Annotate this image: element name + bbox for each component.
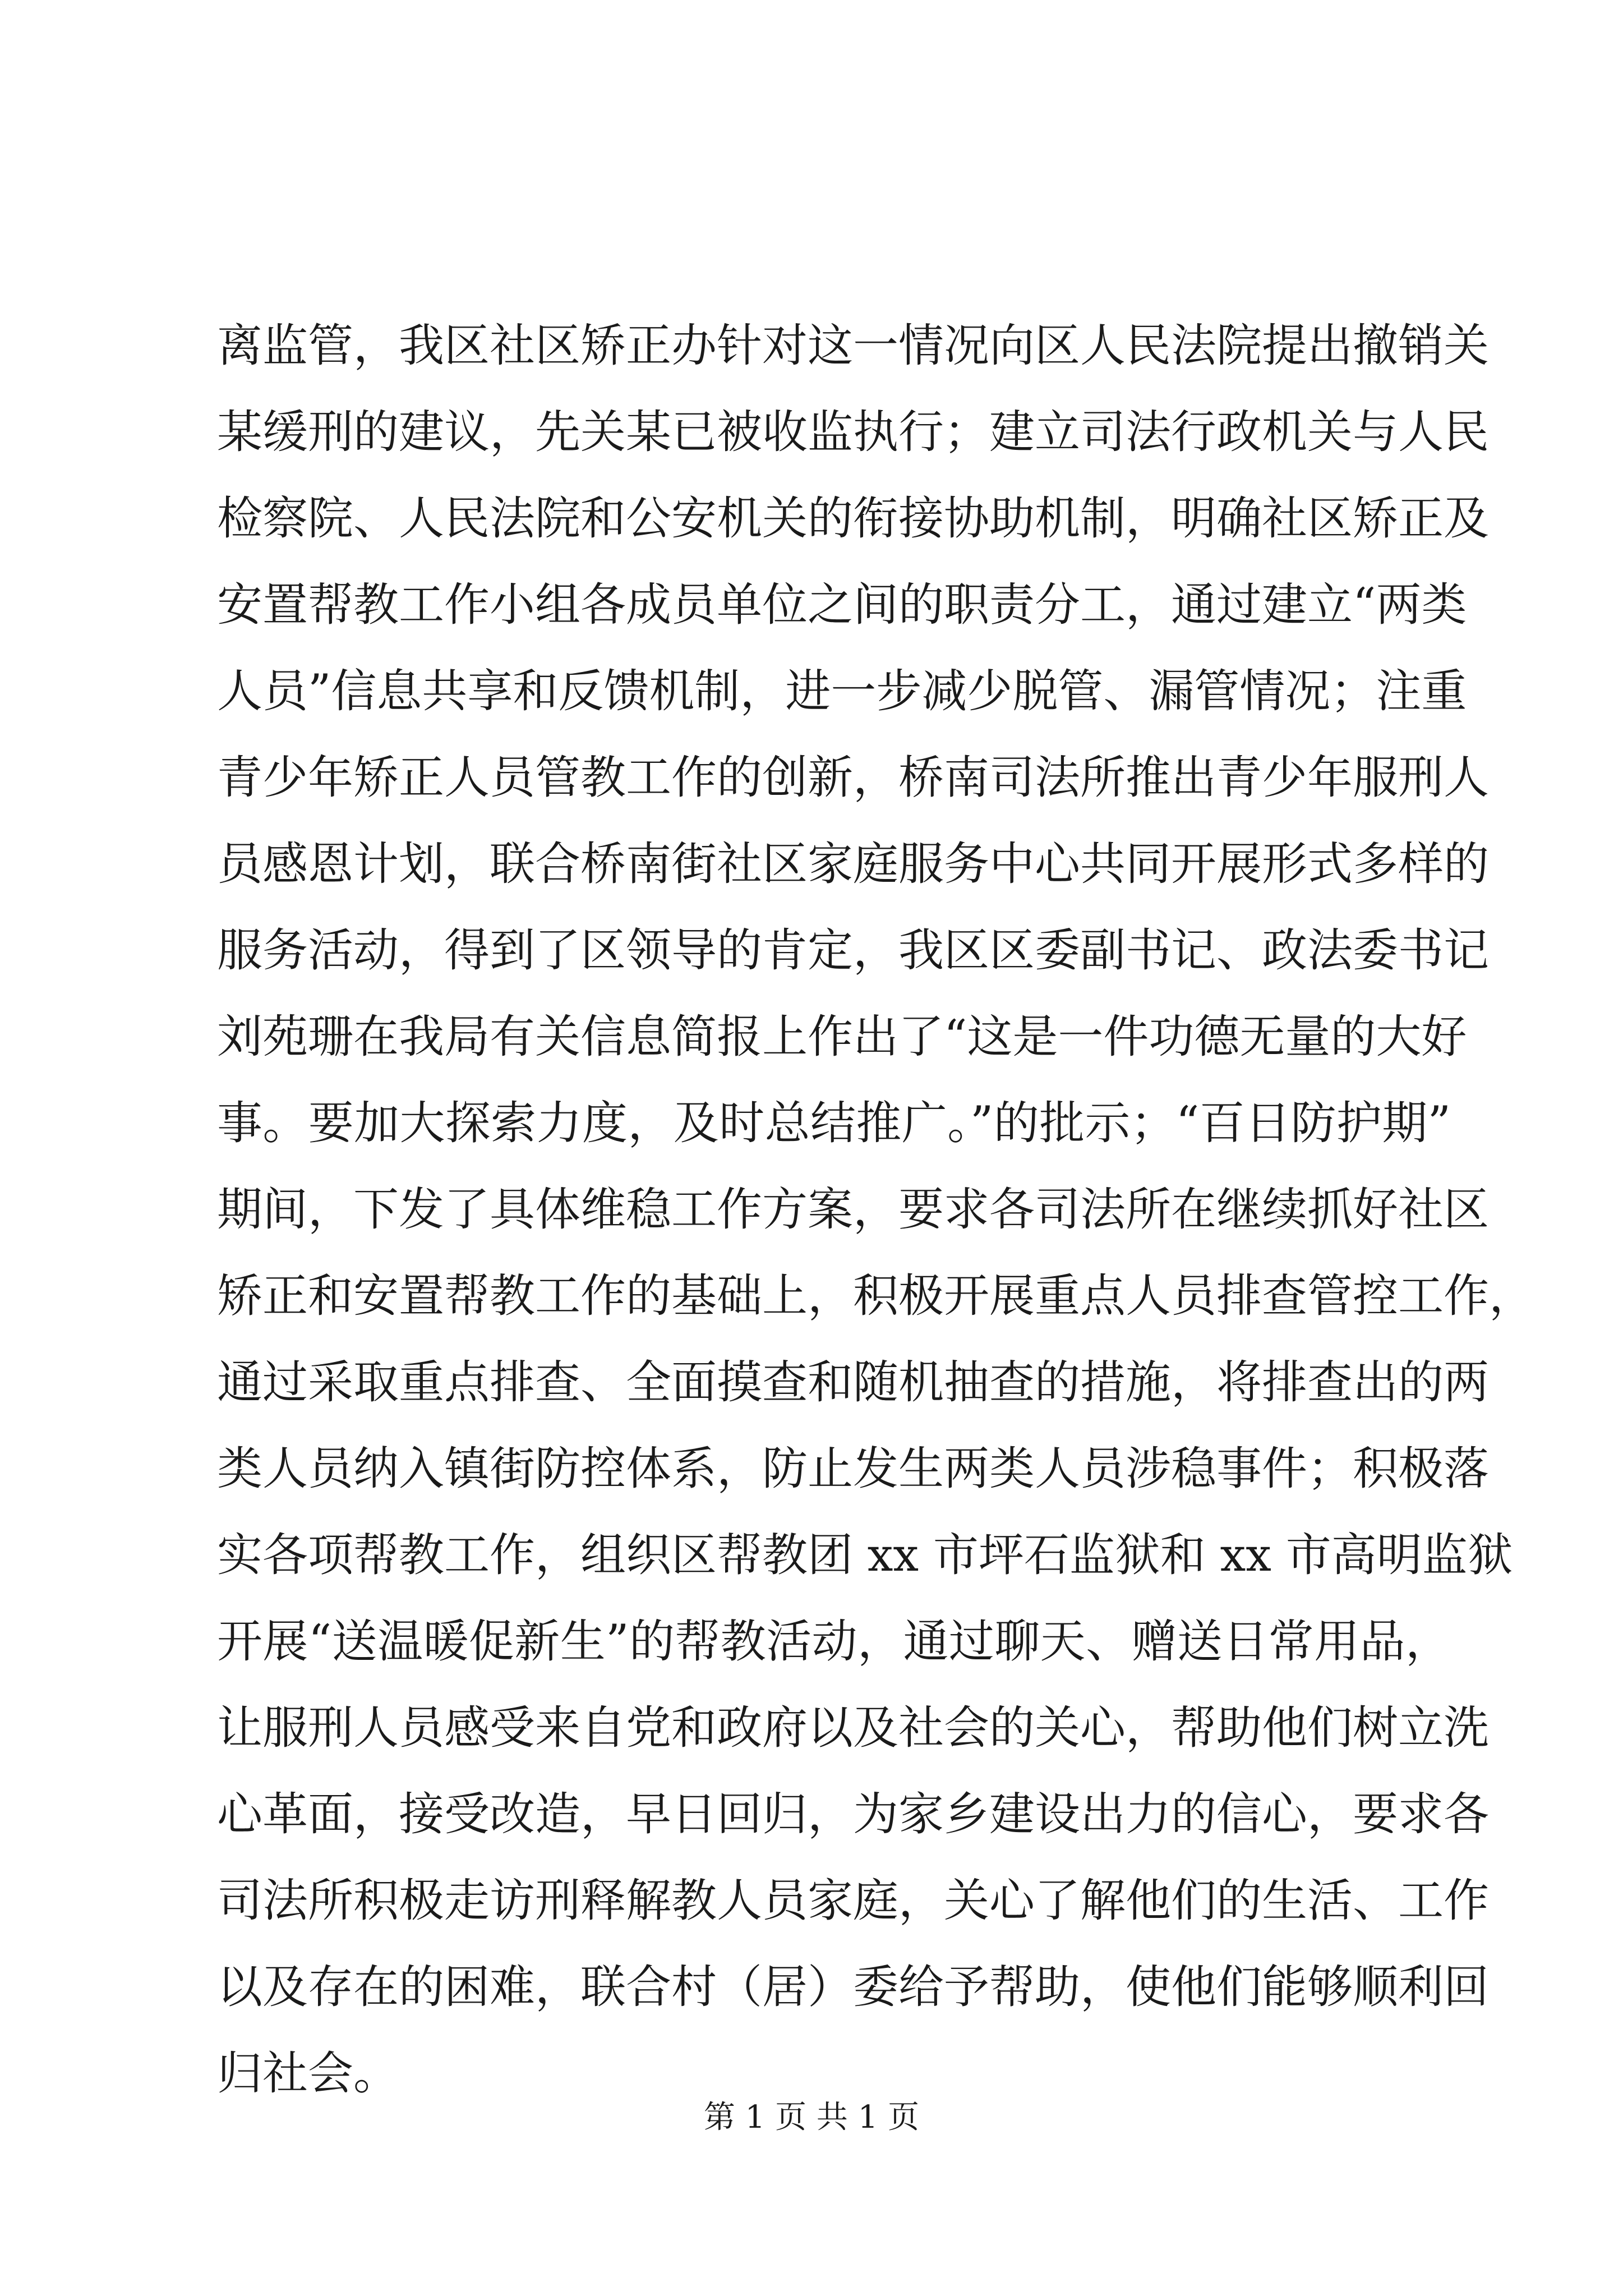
text-line: 通过采取重点排查、全面摸查和随机抽查的措施，将排查出的两: [217, 1356, 1490, 1409]
text-line: 类人员纳入镇街防控体系，防止发生两类人员涉稳事件；积极落: [217, 1443, 1490, 1496]
text-line: 安置帮教工作小组各成员单位之间的职责分工，通过建立“两类: [217, 579, 1467, 632]
text-line: 司法所积极走访刑释解教人员家庭，关心了解他们的生活、工作: [217, 1875, 1490, 1927]
text-line: 事。要加大探索力度，及时总结推广。”的批示；“百日防护期”: [217, 1097, 1451, 1150]
text-line: 心革面，接受改造，早日回归，为家乡建设出力的信心，要求各: [217, 1788, 1490, 1841]
text-line: 归社会。: [217, 2047, 399, 2100]
text-line: 开展“送温暖促新生”的帮教活动，通过聊天、赠送日常用品，: [217, 1616, 1451, 1668]
text-line: 让服刑人员感受来自党和政府以及社会的关心，帮助他们树立洗: [217, 1702, 1490, 1755]
text-line: 刘苑珊在我局有关信息简报上作出了“这是一件功德无量的大好: [217, 1011, 1467, 1064]
text-line: 人员”信息共享和反馈机制，进一步减少脱管、漏管情况；注重: [217, 665, 1467, 718]
text-line: 某缓刑的建议，先关某已被收监执行；建立司法行政机关与人民: [217, 406, 1490, 459]
text-line: 检察院、人民法院和公安机关的衔接协助机制，明确社区矫正及: [217, 493, 1490, 545]
text-line: 员感恩计划，联合桥南街社区家庭服务中心共同开展形式多样的: [217, 838, 1490, 891]
text-line: 实各项帮教工作，组织区帮教团 xx 市坪石监狱和 xx 市高明监狱: [217, 1529, 1513, 1582]
body-paragraph: [217, 303, 1535, 2117]
text-line: 服务活动，得到了区领导的肯定，我区区委副书记、政法委书记: [217, 924, 1490, 977]
page-footer: 第 1 页 共 1 页: [703, 2099, 920, 2136]
text-line: 期间，下发了具体维稳工作方案，要求各司法所在继续抓好社区: [217, 1184, 1490, 1236]
text-line: 矫正和安置帮教工作的基础上，积极开展重点人员排查管控工作，: [217, 1270, 1535, 1323]
text-line: 青少年矫正人员管教工作的创新，桥南司法所推出青少年服刑人: [217, 752, 1490, 804]
text-line: 以及存在的困难，联合村（居）委给予帮助，使他们能够顺利回: [217, 1961, 1490, 2014]
text-line: 离监管，我区社区矫正办针对这一情况向区人民法院提出撤销关: [217, 320, 1490, 372]
